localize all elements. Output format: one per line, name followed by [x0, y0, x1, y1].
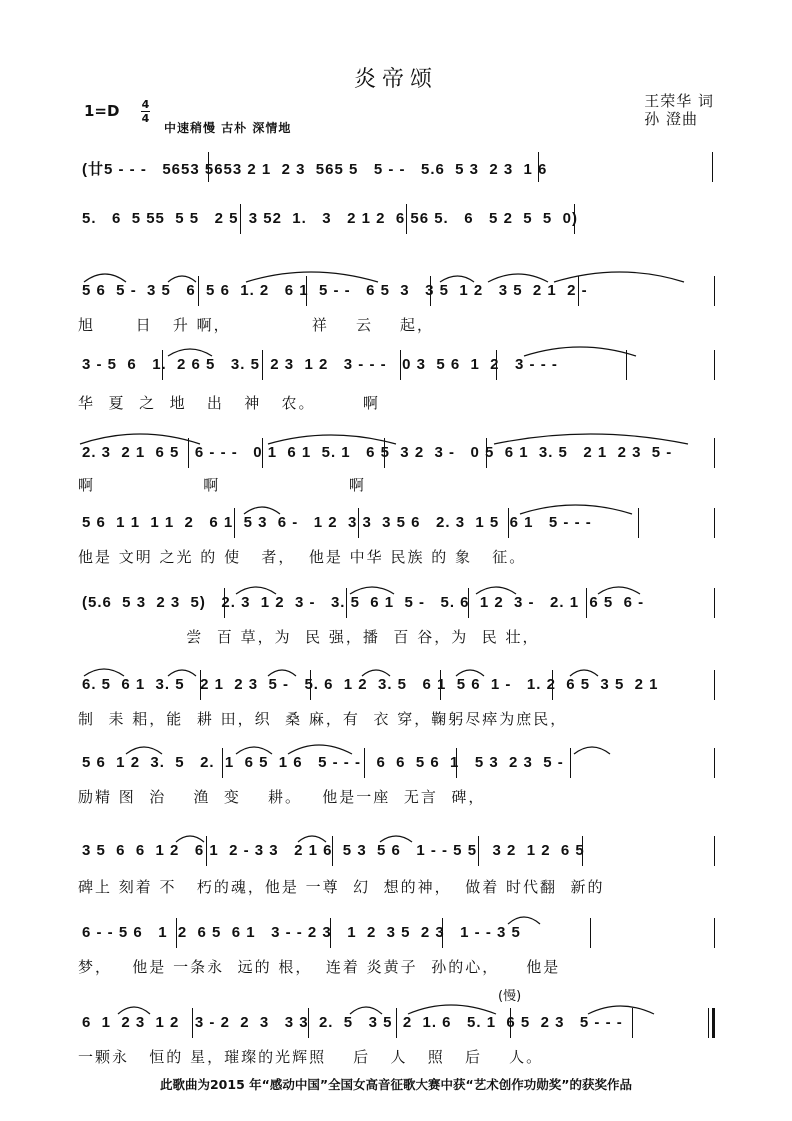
credits [644, 92, 714, 128]
score-system-11 [78, 918, 714, 948]
notation-line: 5 6 5 - 3 5 6 5 6 1. 2 6 1 5 - - 6 5 3 3 5 1 2 3 5 2 1 2 - [82, 282, 588, 299]
key-signature: 1=D [84, 102, 120, 120]
score-system-4 [78, 350, 714, 380]
lyric-line: 旭 日 升 啊， 祥 云 起， [78, 316, 435, 334]
score-system-5 [78, 438, 714, 468]
score-system-2 [78, 204, 714, 234]
composer-credit: 孙 澄曲 [644, 110, 698, 128]
score-system-6 [78, 508, 714, 538]
score-system-12 [78, 1008, 714, 1038]
slow-marking: (慢) [498, 989, 522, 1004]
time-signature [141, 99, 150, 124]
lyric-line: 他是 文明 之光 的 使 者， 他是 中华 民族 的 象 征。 [78, 548, 527, 566]
lyricist-credit: 王荣华 词 [644, 92, 714, 110]
notation-line: 5 6 1 1 1 1 2 6 1 5 3 6 - 1 2 3 3 3 5 6 2. 3 1 5 6 1 5 - - - [82, 514, 592, 531]
notation-line: 3 - 5 6 1. 2 6 5 3. 5 2 3 1 2 3 - - - 0 3 5 6 1 2 3 - - - [82, 356, 558, 373]
lyric-line: 啊 啊 啊 [78, 476, 366, 494]
score-system-9 [78, 748, 714, 778]
score-system-10 [78, 836, 714, 866]
time-signature-top: 4 [141, 98, 150, 111]
score-system-7 [78, 588, 714, 618]
footer-note: 此歌曲为2015 年“感动中国”全国女高音征歌大赛中获“艺术创作功勋奖”的获奖作品 [159, 1077, 632, 1092]
score-system-1 [78, 152, 714, 182]
lyric-line: 梦， 他是 一条永 远的 根， 连着 炎黄子 孙的心， 他是 [78, 958, 561, 976]
lyric-line: 一颗永 恒的 星，璀璨的光辉照 后 人 照 后 人。 [78, 1048, 544, 1066]
song-title: 炎帝颂 [353, 67, 438, 92]
notation-line: 6. 5 6 1 3. 5 2 1 2 3 5 - 5. 6 1 2 3. 5 6 1 5 6 1 - 1. 2 6 5 3 5 2 1 [82, 676, 659, 693]
notation-line: (廿5 - - - 5653 5653 2 1 2 3 565 5 5 - - 5.6 5 3 2 3 1 6 [82, 161, 548, 178]
lyric-line: 华 夏 之 地 出 神 农。 啊 [78, 394, 380, 412]
lyric-line: 制 耒 耜，能 耕 田，织 桑 麻，有 衣 穿，鞠躬尽瘁为庶民， [78, 710, 568, 728]
notation-line: 6 1 2 3 1 2 3 - 2 2 3 3 3 2. 5 3 5 2 1. 6 5. 1 6 5 2 3 5 - - - [82, 1014, 623, 1031]
time-signature-bottom: 4 [141, 112, 150, 125]
score-system-3 [78, 276, 714, 306]
lyric-line: 励精 图 治 渔 变 耕。 他是一座 无言 碑， [78, 788, 486, 806]
notation-line: 6 - - 5 6 1 2 6 5 6 1 3 - - 2 3 1 2 3 5 2 3 1 - - 3 5 [82, 924, 521, 941]
notation-line: (5.6 5 3 2 3 5) 2. 3 1 2 3 - 3. 5 6 1 5 - 5. 6 1 2 3 - 2. 1 6 5 6 - [82, 594, 645, 611]
lyric-line: 碑上 刻着 不 朽的魂，他是 一尊 幻 想的神， 做着 时代翻 新的 [78, 878, 605, 896]
notation-line: 5. 6 5 55 5 5 2 5 3 52 1. 3 2 1 2 6 56 5. 6 5 2 5 5 0) [82, 210, 578, 227]
tempo-marking: 中速稍慢 古朴 深情地 [164, 121, 292, 135]
notation-line: 2. 3 2 1 6 5 6 - - - 0 1 6 1 5. 1 6 5 3 2 3 - 0 5 6 1 3. 5 2 1 2 3 5 - [82, 444, 673, 461]
notation-line: 5 6 1 2 3. 5 2. 1 6 5 1 6 5 - - - 6 6 5 6 1 5 3 2 3 5 - [82, 754, 564, 771]
lyric-line: 尝 百 草，为 民 强，播 百 谷，为 民 壮， [78, 628, 540, 646]
notation-line: 3 5 6 6 1 2 6 1 2 - 3 3 2 1 6 5 3 5 6 1 - - 5 5 3 2 1 2 6 5 [82, 842, 585, 859]
score-system-8 [78, 670, 714, 700]
